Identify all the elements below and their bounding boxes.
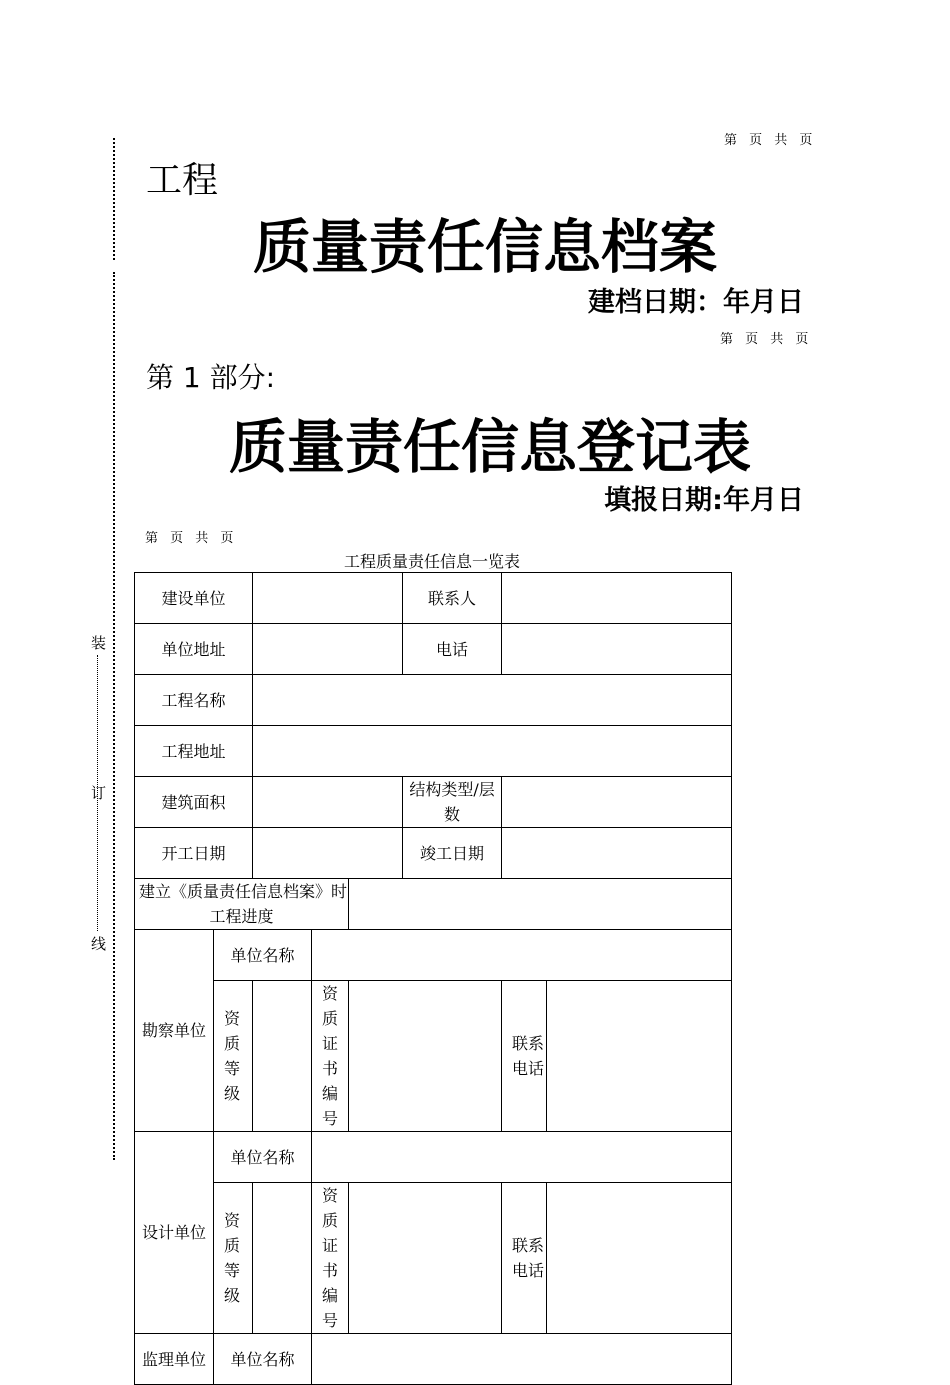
start-date-label: 开工日期 (135, 828, 253, 879)
survey-contact-phone-label (502, 981, 547, 1132)
structure-floors-value[interactable] (502, 777, 732, 828)
project-name-label: 工程名称 (135, 675, 253, 726)
phone-label: 电话 (403, 624, 502, 675)
page-counter: 第 页 共 页 (724, 133, 817, 148)
table-row (135, 828, 732, 879)
design-qual-grade-label (214, 1183, 253, 1334)
design-unit-name-value[interactable] (312, 1132, 732, 1183)
progress-label-line1: 建立《质量责任信息档案》时 (139, 882, 348, 901)
project-name-value[interactable] (253, 675, 732, 726)
contact-phone-line2: 电话 (512, 1059, 545, 1078)
supervision-unit-name-value[interactable] (312, 1334, 732, 1385)
register-title: 质量责任信息登记表 (228, 413, 751, 481)
qual-grade-line1: 资质 (224, 1211, 241, 1255)
cert-no-line2: 书编号 (322, 1261, 339, 1330)
contact-phone-line2: 电话 (512, 1261, 545, 1280)
construction-unit-value[interactable] (253, 573, 403, 624)
supervision-unit-name-label: 单位名称 (214, 1334, 312, 1385)
building-area-value[interactable] (253, 777, 403, 828)
unit-address-value[interactable] (253, 624, 403, 675)
structure-floors-label: 结构类型/层数 (403, 777, 502, 828)
table-row (135, 624, 732, 675)
page-counter: 第 页 共 页 (145, 531, 238, 546)
survey-contact-phone-value[interactable] (547, 981, 732, 1132)
binding-label-ding: 订 (91, 784, 107, 802)
progress-label (135, 879, 349, 930)
survey-unit-name-label: 单位名称 (214, 930, 312, 981)
design-unit-name-label: 单位名称 (214, 1132, 312, 1183)
cert-no-line2: 书编号 (322, 1059, 339, 1128)
building-area-label: 建筑面积 (135, 777, 253, 828)
contact-phone-line1: 联系 (512, 1236, 545, 1255)
survey-unit-label: 勘察单位 (135, 930, 214, 1132)
project-prefix: 工程 (146, 160, 219, 201)
progress-label-line2: 工程进度 (209, 907, 274, 926)
unit-address-label: 单位地址 (135, 624, 253, 675)
table-row (135, 1183, 732, 1334)
completion-date-label: 竣工日期 (403, 828, 502, 879)
table-row (135, 879, 732, 930)
phone-value[interactable] (502, 624, 732, 675)
archive-date: 建档日期：年月日 (588, 287, 804, 318)
part-label: 第 1 部分: (146, 361, 276, 394)
survey-cert-no-label (312, 981, 349, 1132)
survey-qual-grade-label (214, 981, 253, 1132)
table-row (135, 675, 732, 726)
contact-person-value[interactable] (502, 573, 732, 624)
design-qual-grade-value[interactable] (253, 1183, 312, 1334)
table-row (135, 777, 732, 828)
table-row (135, 726, 732, 777)
table-row (135, 573, 732, 624)
table-caption: 工程质量责任信息一览表 (343, 552, 520, 571)
survey-cert-no-value[interactable] (349, 981, 502, 1132)
binding-label-zhuang: 装 (91, 634, 107, 652)
qual-grade-line2: 等级 (224, 1059, 241, 1103)
cert-no-line1: 资质证 (322, 984, 339, 1053)
design-cert-no-value[interactable] (349, 1183, 502, 1334)
progress-value[interactable] (349, 879, 732, 930)
fill-date: 填报日期:年月日 (604, 485, 804, 516)
table-row (135, 981, 732, 1132)
design-cert-no-label (312, 1183, 349, 1334)
table-row (135, 930, 732, 981)
supervision-unit-label: 监理单位 (135, 1334, 214, 1385)
completion-date-value[interactable] (502, 828, 732, 879)
survey-qual-grade-value[interactable] (253, 981, 312, 1132)
qual-grade-line2: 等级 (224, 1261, 241, 1305)
archive-title: 质量责任信息档案 (252, 213, 717, 281)
start-date-value[interactable] (253, 828, 403, 879)
project-address-label: 工程地址 (135, 726, 253, 777)
survey-unit-name-value[interactable] (312, 930, 732, 981)
contact-phone-line1: 联系 (512, 1034, 545, 1053)
page-counter: 第 页 共 页 (720, 332, 813, 347)
contact-person-label: 联系人 (403, 573, 502, 624)
binding-label-xian: 线 (91, 935, 107, 953)
cert-no-line1: 资质证 (322, 1186, 339, 1255)
quality-info-table (134, 572, 732, 1385)
project-address-value[interactable] (253, 726, 732, 777)
table-row (135, 1132, 732, 1183)
design-contact-phone-label (502, 1183, 547, 1334)
table-row (135, 1334, 732, 1385)
design-contact-phone-value[interactable] (547, 1183, 732, 1334)
design-unit-label: 设计单位 (135, 1132, 214, 1334)
construction-unit-label: 建设单位 (135, 573, 253, 624)
qual-grade-line1: 资质 (224, 1009, 241, 1053)
